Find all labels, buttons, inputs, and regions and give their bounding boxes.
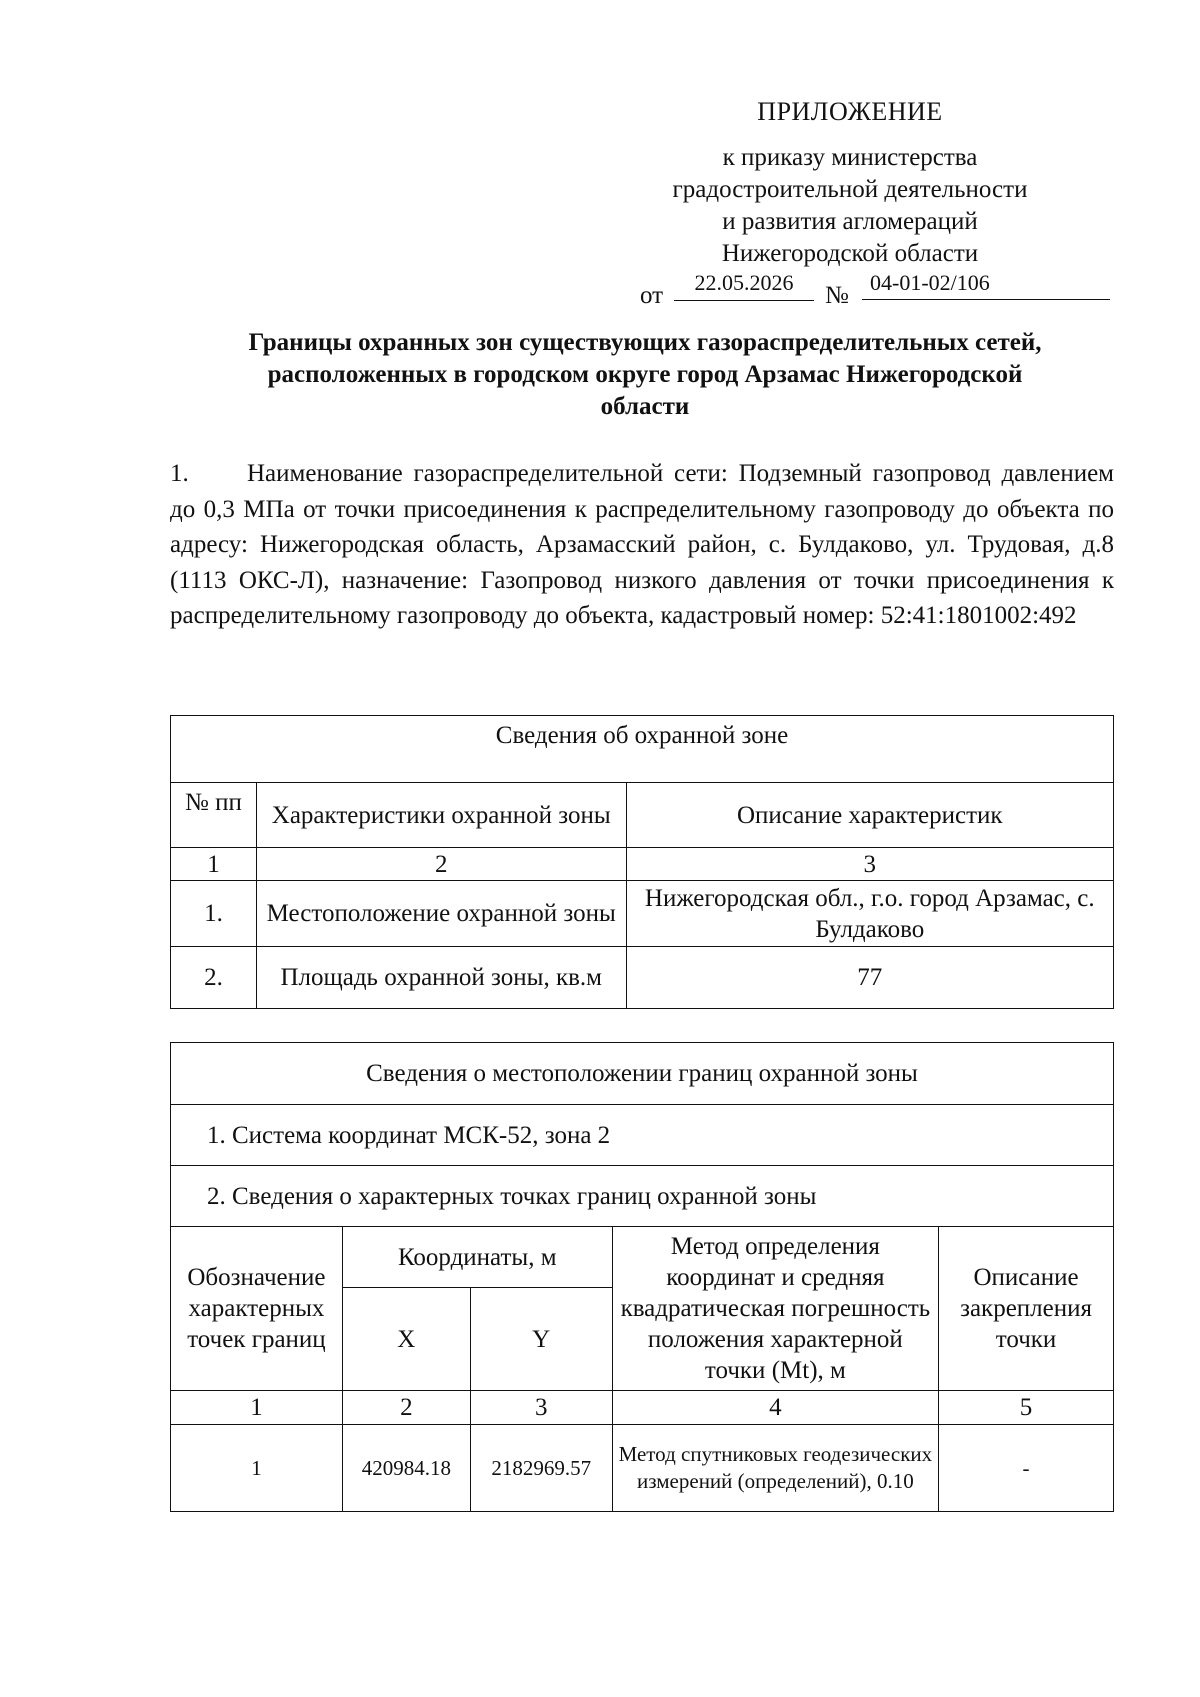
table-caption: Сведения об охранной зоне — [171, 716, 1114, 783]
title-line: Границы охранных зон существующих газораспределительных сетей, — [248, 329, 1042, 356]
date-label: от — [640, 282, 664, 309]
column-header: № пп — [171, 783, 257, 848]
method-description: Метод спутниковых геодезических измерений (определений), 0.10 — [612, 1425, 938, 1512]
zone-info-table — [170, 715, 1114, 1009]
table-row — [171, 881, 1114, 947]
coordinate-system: 1. Система координат МСК-52, зона 2 — [171, 1105, 1114, 1166]
column-header: Метод определения координат и средняя квадратическая погрешность положения характерной точки (Mt), м — [612, 1227, 938, 1391]
column-number: 4 — [612, 1391, 938, 1425]
column-header: Обозначение характерных точек границ — [171, 1227, 343, 1391]
characteristic-value: 77 — [626, 947, 1113, 1009]
column-header: Описание характеристик — [626, 783, 1113, 848]
column-header: Характеристики охранной зоны — [256, 783, 626, 848]
title-line: области — [600, 393, 690, 420]
appendix-line: Нижегородской области — [721, 240, 979, 267]
paragraph-number: 1. — [170, 460, 189, 487]
paragraph-text: Наименование газораспределительной сети: Подземный газопровод давлением до 0,3 МПа от точки присоединения к распределительному газопроводу до объекта по адресу: Нижегородская область, Арзамасский район, с. Булдаково, ул. Трудовая, д.8 (1113 ОКС-Л), назначение: Газопровод низкого давления от точки присоединения к распределительному газопроводу до объекта, кадастровый номер: 52:41:1801002:492 — [170, 460, 1114, 629]
table-row — [171, 947, 1114, 1009]
appendix-block — [550, 96, 1150, 270]
column-header: Y — [470, 1288, 612, 1391]
column-number: 3 — [626, 848, 1113, 881]
column-header: X — [342, 1288, 470, 1391]
column-number: 2 — [256, 848, 626, 881]
appendix-line: к приказу министерства — [722, 144, 978, 171]
title-line: расположенных в городском округе город Арзамас Нижегородской — [267, 361, 1023, 388]
column-number: 1 — [171, 1391, 343, 1425]
fixing-description: - — [939, 1425, 1114, 1512]
characteristic-value: Нижегородская обл., г.о. город Арзамас, с. Булдаково — [626, 881, 1113, 947]
appendix-line: градостроительной деятельности — [672, 176, 1028, 203]
row-number: 1. — [171, 881, 257, 947]
table-row — [171, 1425, 1114, 1512]
column-number: 5 — [939, 1391, 1114, 1425]
column-header: Координаты, м — [342, 1227, 612, 1288]
network-description — [170, 456, 1114, 634]
appendix-line: и развития агломераций — [722, 208, 978, 235]
order-number: 04-01-02/106 — [862, 270, 1110, 300]
coordinate-x: 420984.18 — [342, 1425, 470, 1512]
table-caption: Сведения о местоположении границ охранной зоны — [171, 1043, 1114, 1105]
column-header: Описание закрепления точки — [939, 1227, 1114, 1391]
column-number: 2 — [342, 1391, 470, 1425]
points-caption: 2. Сведения о характерных точках границ охранной зоны — [171, 1166, 1114, 1227]
appendix-title: ПРИЛОЖЕНИЕ — [757, 97, 943, 126]
point-label: 1 — [171, 1425, 343, 1512]
row-number: 2. — [171, 947, 257, 1009]
characteristic-name: Местоположение охранной зоны — [256, 881, 626, 947]
order-reference — [640, 270, 1110, 310]
order-date: 22.05.2026 — [674, 270, 814, 301]
column-number: 3 — [470, 1391, 612, 1425]
coordinates-table — [170, 1042, 1114, 1512]
document-title — [170, 327, 1120, 423]
coordinate-y: 2182969.57 — [470, 1425, 612, 1512]
number-label: № — [825, 282, 849, 309]
characteristic-name: Площадь охранной зоны, кв.м — [256, 947, 626, 1009]
column-number: 1 — [171, 848, 257, 881]
